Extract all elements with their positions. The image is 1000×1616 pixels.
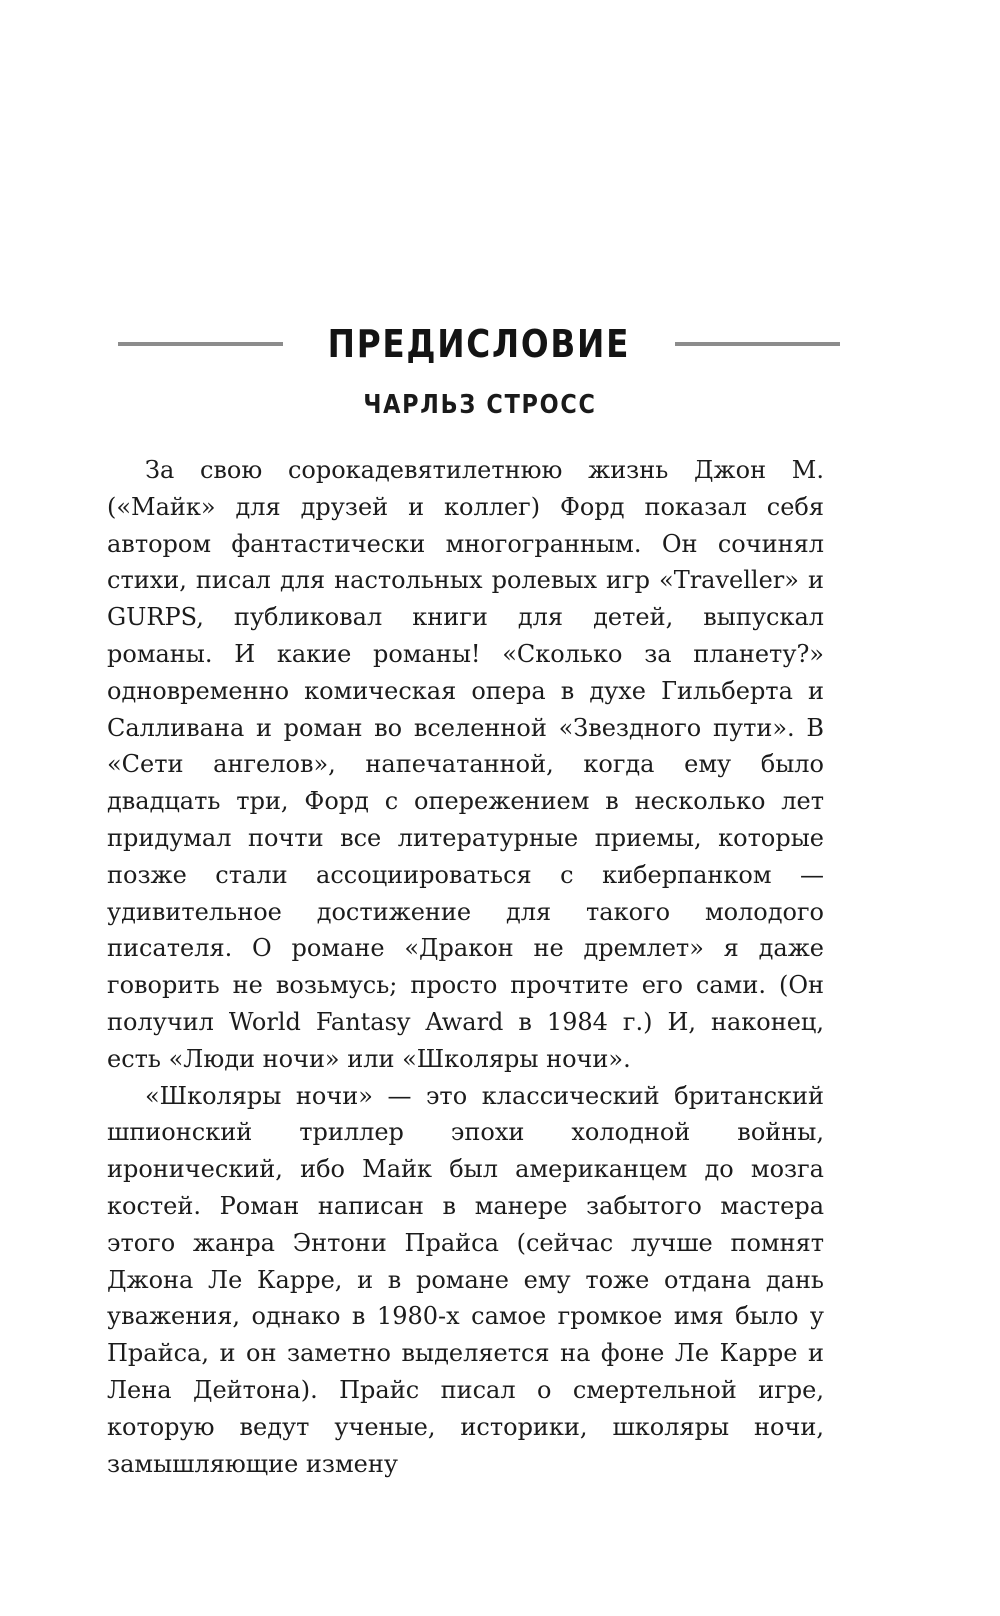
paragraph: «Школяры ночи» — это классический британский шпионский триллер эпохи холодной войны, иронический, ибо Майк был американцем до мозга костей. Роман написан в манере забытого мастера этого жанра Энтони Прайса (сейчас лучше помнят Джона Ле Карре, и в романе ему тоже отдана дань уважения, однако в 1980-х самое громкое имя было у Прайса, и он заметно выделяется на фоне Ле Карре и Лена Дейтона). Прайс писал о смертельной игре, которую ведут ученые, историки, школяры ночи, замышляющие измену xyxy=(107,1081,824,1478)
left-rule xyxy=(118,342,283,346)
chapter-title: ПРЕДИСЛОВИЕ xyxy=(327,322,631,366)
chapter-heading xyxy=(118,318,840,370)
body-text xyxy=(107,452,824,1482)
paragraph: За свою сорокадевятилетнюю жизнь Джон М. («Майк» для друзей и коллег) Форд показал себя автором фантастически многогранным. Он сочинял стихи, писал для настольных ролевых игр «Traveller» и GURPS, публиковал книги для детей, выпускал романы. И какие романы! «Сколько за планету?» одновременно комическая опера в духе Гильберта и Салливана и роман во вселенной «Звездного пути». В «Сети ангелов», напечатанной, когда ему было двадцать три, Форд с опережением в несколько лет придумал почти все литературные приемы, которые позже стали ассоциироваться с киберпанком — удивительное достижение для такого молодого писателя. О романе «Дракон не дремлет» я даже говорить не возьмусь; просто прочтите его сами. (Он получил World Fantasy Award в 1984 г.) И, наконец, есть «Люди ночи» или «Школяры ночи». xyxy=(107,456,824,1073)
right-rule xyxy=(675,342,840,346)
chapter-author: ЧАРЛЬЗ СТРОСС xyxy=(363,390,597,420)
